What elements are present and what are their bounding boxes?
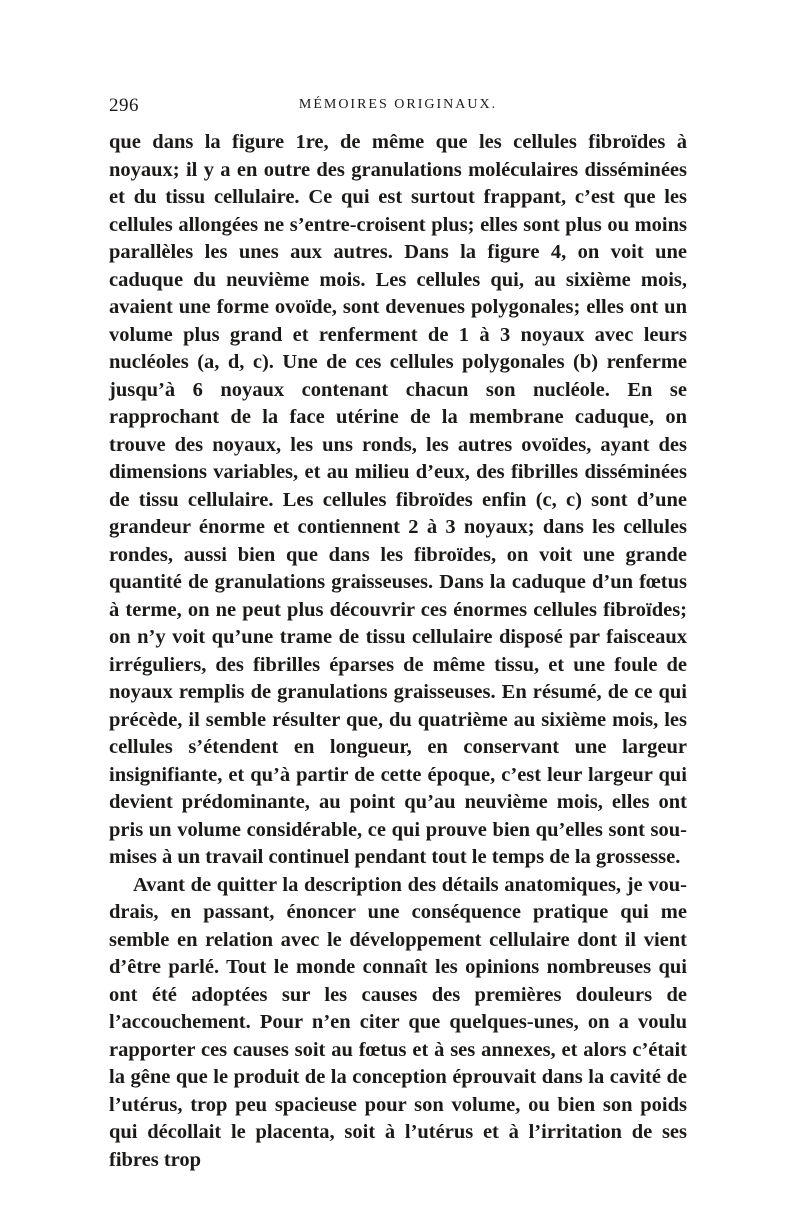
body-text [109, 129, 687, 1174]
paragraph-2: Avant de quitter la description des détails anatomiques, je voudrais, en passant, énoncer une conséquence pratique qui me semble en relation avec le développement cellulaire dont il vient d’être parlé. Tout le monde connaît les opinions nombreuses qui ont été adoptées sur les causes des premières douleurs de l’accouchement. Pour n’en citer que quelques-unes, on a voulu rapporter ces causes soit au fœtus et à ses annexes, et alors c’était la gêne que le produit de la conception éprouvait dans la cavité de l’utérus, trop peu spacieuse pour son volume, ou bien son poids qui décollait le placenta, soit à l’utérus et à l’irritation de ses fibres trop [109, 873, 687, 1171]
page-number: 296 [109, 95, 139, 116]
paragraph-1: que dans la figure 1re, de même que les cellules fibroïdes à noyaux; il y a en outre des granulations moléculaires disséminées et du tissu cellulaire. Ce qui est surtout frappant, c’est que les cellules allongées ne s’entre-croisent plus; elles sont plus ou moins parallèles les unes aux autres. Dans la figure 4, on voit une caduque du neuvième mois. Les cellules qui, au sixième mois, avaient une forme ovoïde, sont devenues polygonales; elles ont un volume plus grand et renferment de 1 à 3 noyaux avec leurs nucléoles (a, d, c). Une de ces cellules polygonales (b) renferme jusqu’à 6 noyaux contenant chacun son nucléole. En se rapprochant de la face utérine de la membrane caduque, on trouve des noyaux, les uns ronds, les autres ovoïdes, ayant des dimensions variables, et au milieu d’eux, des fibrilles disséminées de tissu cellulaire. Les cellules fibroïdes enfin (c, c) sont d’une grandeur énorme et contiennent 2 à 3 noyaux; dans les cellules rondes, aussi bien que dans les fibroïdes, on voit une grande quantité de granulations graisseuses. Dans la caduque d’un fœtus à terme, on ne peut plus découvrir ces énormes cellules fibroïdes; on n’y voit qu’une trame de tissu cellulaire disposé par faisceaux irréguliers, des fibrilles éparses de même tissu, et une foule de noyaux remplis de granulations graisseuses. En résumé, de ce qui précède, il semble résulter que, du quatrième au sixième mois, les cellules s’étendent en longueur, en conservant une largeur insignifiante, et qu’à partir de cette époque, c’est leur largeur qui devient prédominante, au point qu’au neuvième mois, elles ont pris un volume considérable, ce qui prouve bien qu’elles sont soumises à un travail continuel pendant tout le temps de la grossesse. [109, 131, 687, 868]
page-header [109, 95, 687, 123]
running-title: MÉMOIRES ORIGINAUX. [298, 97, 498, 112]
book-page [109, 95, 687, 1174]
